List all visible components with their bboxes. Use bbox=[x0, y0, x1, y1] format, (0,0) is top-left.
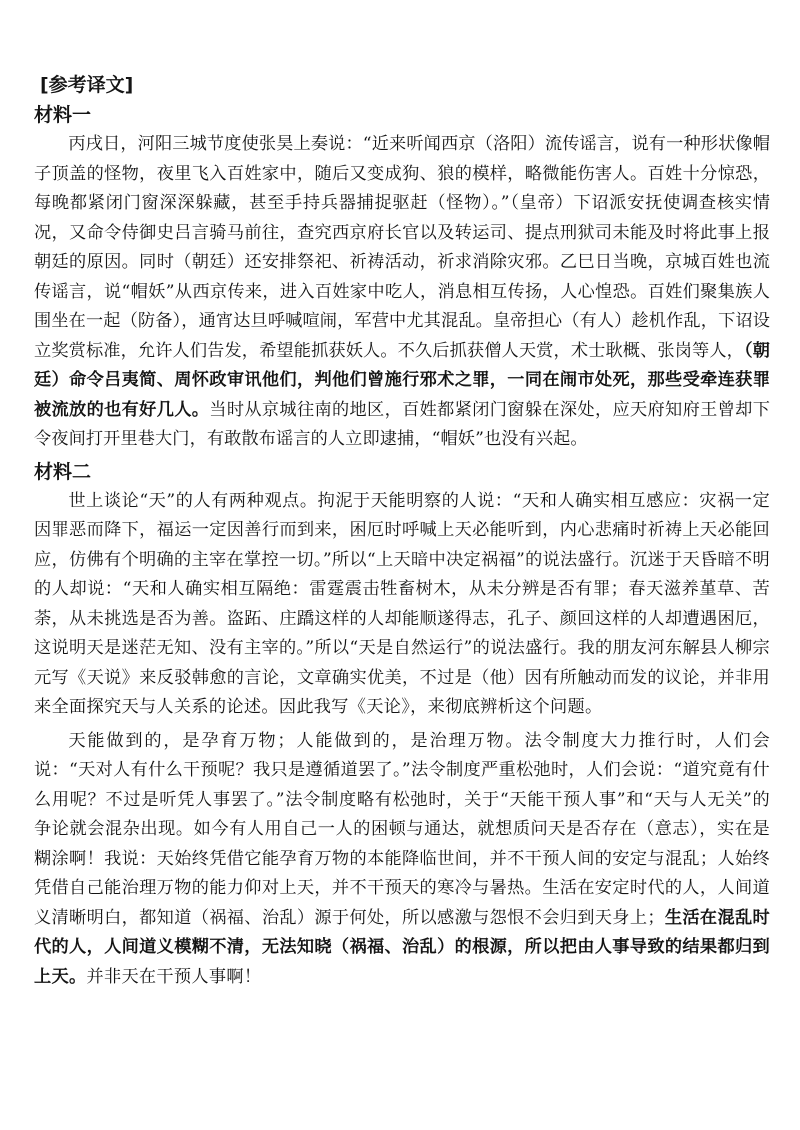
material-two-paragraph-1: 世上谈论“天”的人有两种观点。拘泥于天能明察的人说：“天和人确实相互感应：灾祸一定因罪恶而降下，福运一定因善行而到来，困厄时呼喊上天必能听到，内心悲痛时祈祷上天必能回应，仿佛有个明确的主宰在掌控一切。”所以“上天暗中决定祸福”的说法盛行。沉迷于天昏暗不明的人却说：“天和人确实相互隔绝：雷霆震击牲畜树木，从未分辨是否有罪；春天滋养堇草、苦荼，从未挑选是否为善。盗跖、庄蹻这样的人却能顺遂得志，孔子、颜回这样的人却遭遇困厄，这说明天是迷茫无知、没有主宰的。”所以“天是自然运行”的说法盛行。我的朋友河东解县人柳宗元写《天说》来反驳韩愈的言论，文章确实优美，不过是（他）因有所触动而发的议论，并非用来全面探究天与人关系的论述。因此我写《天论》，来彻底辨析这个问题。 bbox=[34, 490, 770, 717]
material-one-title: 材料一 bbox=[34, 104, 92, 126]
reference-translation-header: [参考译文] bbox=[40, 74, 134, 96]
material-two-text-a: 天能做到的，是孕育万物；人能做到的，是治理万物。法令制度大力推行时，人们会说：“天对人有什么干预呢？我只是遵循道罢了。”法令制度严重松弛时，人们会说：“道究竟有什么用呢？不过是听凭人事罢了。”法令制度略有松弛时，关于“天能干预人事”和“天与人无关”的争论就会混杂出现。如今有人用自己一人的困顿与通达，就想质问天是否存在（意志），实在是糊涂啊！我说：天始终凭借它能孕育万物的本能降临世间，并不干预人间的安定与混乱；人始终凭借自己能治理万物的能力仰对上天，并不干预天的寒冷与暑热。生活在安定时代的人，人间道义清晰明白，都知道（祸福、治乱）源于何处，所以感激与怨恨不会归到天身上； bbox=[34, 730, 770, 928]
material-one-text-b: 当时从京城往南的地区，百姓都紧闭门窗躲在深处，应天府知府王曾却下令夜间打开里巷大门，有敢散布谣言的人立即逮捕，“帽妖”也没有兴起。 bbox=[34, 399, 770, 449]
material-one-bold-text: （朝廷）命令吕夷简、周怀政审讯他们，判他们曾施行邪术之罪，一同在闹市处死，那些受牵连获罪被流放的也有好几人。 bbox=[34, 340, 770, 420]
material-two-title: 材料二 bbox=[34, 460, 92, 483]
material-two-text-b: 并非天在干预人事啊！ bbox=[86, 966, 262, 987]
material-one-text-a: 丙戌日，河阳三城节度使张昊上奏说：“近来听闻西京（洛阳）流传谣言，说有一种形状像帽子顶盖的怪物，夜里飞入百姓家中，随后又变成狗、狼的模样，略微能伤害人。百姓十分惊恐，每晚都紧闭门窗深深躲藏，甚至手持兵器捕捉驱赶（怪物）。”（皇帝）下诏派安抚使调查核实情况，又命令侍御史吕言骑马前往，查究西京府长官以及转运司、提点刑狱司未能及时将此事上报朝廷的原因。同时（朝廷）还安排祭祀、祈祷活动，祈求消除灾邪。乙巳日当晚，京城百姓也流传谣言，说“帽妖”从西京传来，进入百姓家中吃人，消息相互传扬，人心惶恐。百姓们聚集族人围坐在一起（防备），通宵达旦呼喊喧闹，军营中尤其混乱。皇帝担心（有人）趁机作乱，下诏设立奖赏标准，允许人们告发，希望能抓获妖人。不久后抓获僧人天赏，术士耿概、张岗等人， bbox=[34, 134, 770, 361]
material-two-paragraph-2 bbox=[34, 727, 770, 993]
material-two-bold-text: 生活在混乱时代的人，人间道义模糊不清，无法知晓（祸福、治乱）的根源，所以把由人事导致的结果都归到上天。 bbox=[34, 907, 770, 987]
material-one-paragraph bbox=[34, 130, 770, 455]
